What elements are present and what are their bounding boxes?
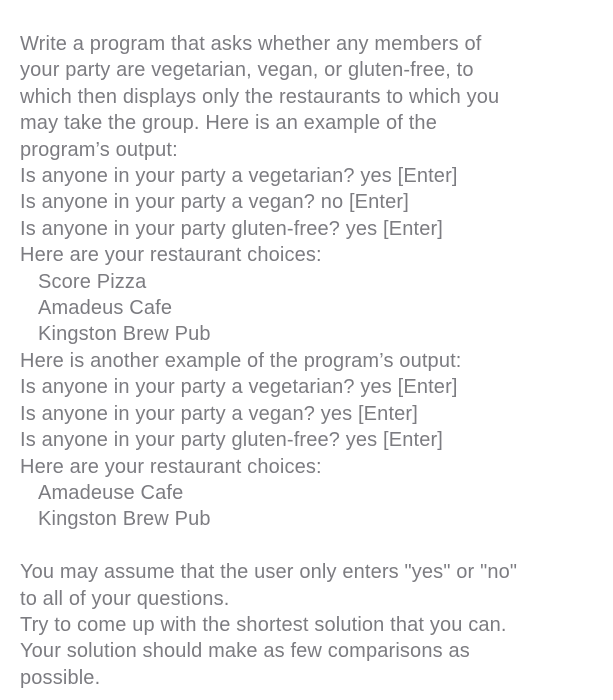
text-line: Is anyone in your party a vegetarian? yes [Enter] bbox=[20, 376, 458, 399]
text-line: your party are vegetarian, vegan, or gluten-free, to bbox=[20, 59, 474, 82]
text-line: Is anyone in your party a vegan? no [Enter] bbox=[20, 191, 409, 214]
text-line: Kingston Brew Pub bbox=[38, 508, 211, 531]
text-line: Here is another example of the program’s output: bbox=[20, 349, 462, 372]
text-line: Amadeuse Cafe bbox=[38, 481, 184, 504]
text-line: program’s output: bbox=[20, 138, 178, 161]
text-line: Is anyone in your party a vegan? yes [Enter] bbox=[20, 402, 418, 425]
text-line: may take the group. Here is an example of the bbox=[20, 112, 437, 135]
text-line: Is anyone in your party gluten-free? yes [Enter] bbox=[20, 429, 443, 452]
text-line: Here are your restaurant choices: bbox=[20, 455, 322, 478]
text-line: Is anyone in your party gluten-free? yes [Enter] bbox=[20, 217, 443, 240]
text-line bbox=[20, 533, 597, 559]
text-line: Score Pizza bbox=[38, 270, 147, 293]
text-line: Here are your restaurant choices: bbox=[20, 244, 322, 267]
text-line: possible. bbox=[20, 666, 101, 689]
text-line: to all of your questions. bbox=[20, 587, 230, 610]
text-line: Kingston Brew Pub bbox=[38, 323, 211, 346]
text-line: Is anyone in your party a vegetarian? yes [Enter] bbox=[20, 165, 458, 188]
text-line: which then displays only the restaurants to which you bbox=[20, 85, 500, 108]
text-line: Write a program that asks whether any members of bbox=[20, 33, 482, 55]
text-line: Your solution should make as few comparisons as bbox=[20, 640, 470, 663]
text-line: Try to come up with the shortest solution that you can. bbox=[20, 613, 507, 636]
text-line: You may assume that the user only enters "yes" or "no" bbox=[20, 561, 518, 584]
text-line: Amadeus Cafe bbox=[38, 297, 173, 320]
